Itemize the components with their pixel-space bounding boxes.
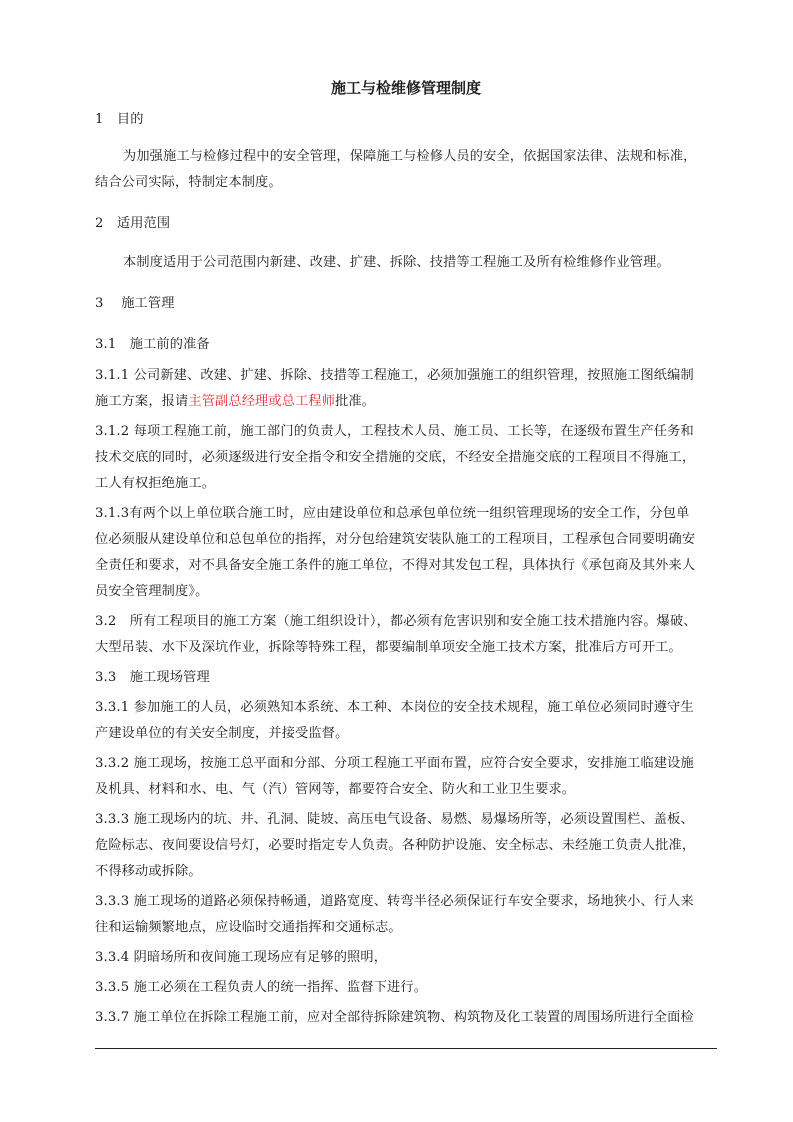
text-line [95,390,375,409]
text-line: 3.1.1 公司新建、改建、扩建、拆除、技措等工程施工，必须加强施工的组织管理，按照施工图纸编制 [95,368,694,383]
text-line: 3.3.4 阴暗场所和夜间施工现场应有足够的照明， [95,950,388,965]
text-line: 不得移动或拆除。 [95,864,202,879]
text-line: 3.3.1 参加施工的人员，必须熟知本系统、本工种、本岗位的安全技术规程，施工单位必须同时遵守生 [95,700,694,715]
text-segment: 施工方案，报请 [95,394,189,409]
text-line: 3.1.2 每项工程施工前，施工部门的负责人，工程技术人员、施工员、工长等，在逐级布置生产任务和 [95,424,694,439]
text-line: 位必须服从建设单位和总包单位的指挥，对分包给建筑安装队施工的工程项目，工程承包合同要明确安 [95,532,696,547]
text-line: 3.3 施工现场管理 [95,670,210,685]
text-line: 往和运输频繁地点，应设临时交通指挥和交通标志。 [95,920,402,935]
document-title: 施工与检维修管理制度 [330,79,481,97]
text-line: 技术交底的同时，必须逐级进行安全指令和安全措施的交底，不经安全措施交底的工程项目不得施工， [95,450,696,465]
text-line: 3.1.3有两个以上单位联合施工时，应由建设单位和总承包单位统一组织管理现场的安全工作，分包单 [95,506,690,521]
text-line: 本制度适用于公司范围内新建、改建、扩建、拆除、技措等工程施工及所有检维修作业管理。 [123,255,670,270]
footer-rule [95,1048,717,1049]
text-line: 1 目的 [95,112,144,127]
text-line: 危险标志、夜间要设信号灯，必要时指定专人负责。各种防护设施、安全标志、未经施工负责人批准， [95,838,696,853]
text-line: 工人有权拒绝施工。 [95,476,216,491]
text-line: 3.3.3 施工现场内的坑、井、孔洞、陡坡、高压电气设备、易燃、易爆场所等，必须设置围栏、盖板、 [95,812,694,827]
text-line: 2 适用范围 [95,216,171,231]
text-line: 全责任和要求，对不具备安全施工条件的施工单位，不得对其发包工程，具体执行《承包商及其外来人 [95,558,696,573]
text-line: 3.3.2 施工现场，按施工总平面和分部、分项工程施工平面布置，应符合安全要求，安排施工临建设施 [95,756,694,771]
text-line: 及机具、材料和水、电、气（汽）管网等，都要符合安全、防火和工业卫生要求。 [95,782,576,797]
text-line: 大型吊装、水下及深坑作业，拆除等特殊工程，都要编制单项安全施工技术方案，批准后方可开工。 [95,640,682,655]
text-line: 3.1 施工前的准备 [95,337,210,352]
highlighted-text: 主管副总经理或总工程师 [188,394,336,409]
text-line: 3 施工管理 [95,296,175,311]
text-line: 3.3.3 施工现场的道路必须保持畅通，道路宽度、转弯半径必须保证行车安全要求，场地狭小、行人来 [95,894,694,909]
text-line: 为加强施工与检修过程中的安全管理，保障施工与检修人员的安全，依据国家法律、法规和标准， [123,149,697,164]
text-line: 员安全管理制度》。 [95,584,209,599]
text-line: 产建设单位的有关安全制度，并接受监督。 [95,726,349,741]
text-line: 3.3.7 施工单位在拆除工程施工前，应对全部待拆除建筑物、构筑物及化工装置的周围场所进行全面检 [95,1010,694,1025]
text-segment: 批准。 [335,394,376,409]
text-line: 3.3.5 施工必须在工程负责人的统一指挥、监督下进行。 [95,980,428,995]
text-line: 结合公司实际，特制定本制度。 [95,175,282,190]
text-line: 3.2 所有工程项目的施工方案（施工组织设计），都必须有危害识别和安全施工技术措施内容。爆破、 [95,614,697,629]
